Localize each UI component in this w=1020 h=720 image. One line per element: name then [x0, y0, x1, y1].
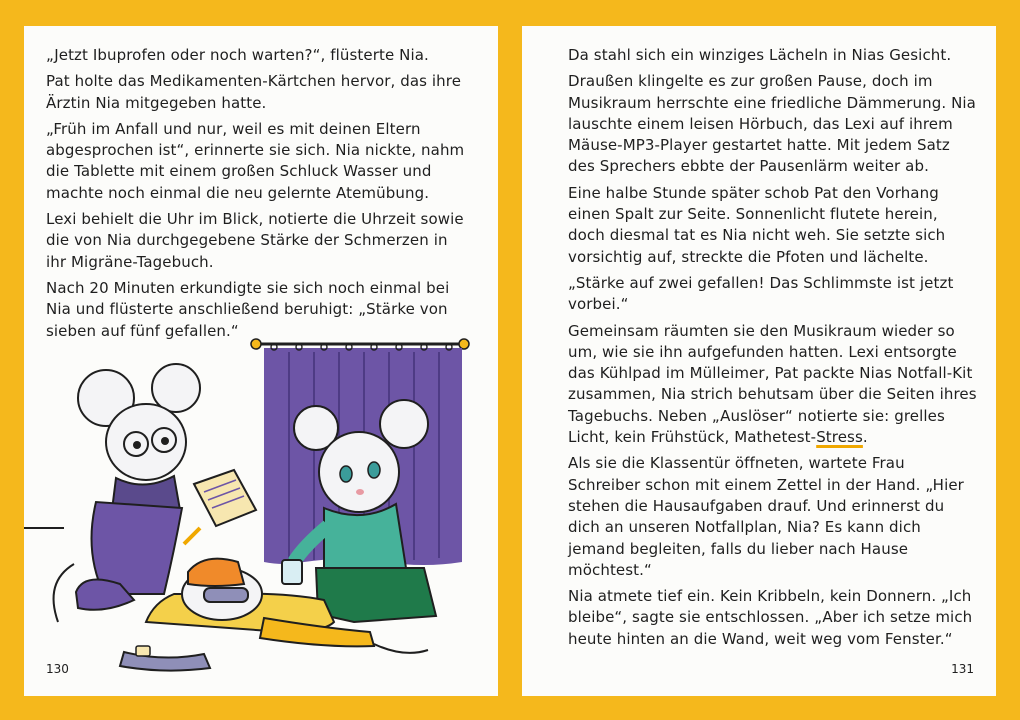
paragraph: Als sie die Klassentür öffneten, wartete Frau Schreiber schon mit einem Zettel in der Hand. „Hier stehen die Hausaufgaben drauf. Und erinnerst du dich an unseren Notfallplan, Nia? Es kann dich jemand begleiten, falls du lieber nach Hause möchtest.“ [568, 454, 964, 579]
mice-illustration [24, 332, 498, 677]
right-page [522, 26, 996, 696]
paragraph: Lexi behielt die Uhr im Blick, notierte die Uhrzeit sowie die von Nia durchgegebene Stärke der Schmerzen in ihr Migräne-Tagebuch. [46, 210, 464, 271]
paragraph: „Jetzt Ibuprofen oder noch warten?“, flüsterte Nia. [46, 46, 429, 64]
paragraph: Pat holte das Medikamenten-Kärtchen hervor, das ihre Ärztin Nia mitgegeben hatte. [46, 72, 462, 112]
left-page [24, 26, 498, 696]
paragraph-text: . [862, 428, 868, 447]
paragraph: „Stärke auf zwei gefallen! Das Schlimmste ist jetzt vorbei.“ [568, 273, 954, 314]
page-number: 130 [46, 662, 69, 676]
page-number: 131 [951, 662, 974, 676]
paragraph: „Früh im Anfall und nur, weil es mit deinen Eltern abgesprochen ist“, erinnerte sie sich. Nia nickte, nahm die Tablette mit einem großen Schluck Wasser und machte noch einmal die neu gelernte Atemübung. [46, 119, 465, 202]
paragraph: Nach 20 Minuten erkundigte sie sich noch einmal bei Nia und flüsterte anschließend beruhigt: „Stärke von sieben auf fünf gefallen.“ [46, 278, 450, 340]
highlighted-word: Stress [816, 428, 863, 447]
right-page-text [568, 45, 978, 655]
paragraph: Nia atmete tief ein. Kein Kribbeln, kein Donnern. „Ich bleibe“, sagte sie entschlossen. „Aber ich setze mich heute hinten an die Wand, weit weg vom Fenster.“ [568, 587, 973, 648]
left-page-text [46, 45, 471, 347]
paragraph-text: Gemeinsam räumten sie den Musikraum wieder so um, wie sie ihn aufgefunden hatten. Lexi entsorgte das Kühlpad im Mülleimer, Pat packte Nias Notfall-Kit zusammen, Nia strich behutsam über die Seiten ihres Tagebuchs. Neben „Auslöser“ notierte sie: grelles Licht, kein Frühstück, Mathetest- [568, 321, 977, 447]
paragraph [568, 321, 978, 449]
paragraph: Eine halbe Stunde später schob Pat den Vorhang einen Spalt zur Seite. Sonnenlicht flutete herein, doch diesmal tat es Nia nicht weh. Sie setzte sich vorsichtig auf, streckte die Pfoten und lächelte. [568, 183, 946, 266]
paragraph: Da stahl sich ein winziges Lächeln in Nias Gesicht. [568, 46, 952, 64]
paragraph: Draußen klingelte es zur großen Pause, doch im Musikraum herrschte eine friedliche Dämmerung. Nia lauschte einem leisen Hörbuch, das Lexi auf ihrem Mäuse-MP3-Player gestartet hatte. Mit jedem Satz des Sprechers ebbte der Pausenlärm weiter ab. [568, 72, 976, 176]
